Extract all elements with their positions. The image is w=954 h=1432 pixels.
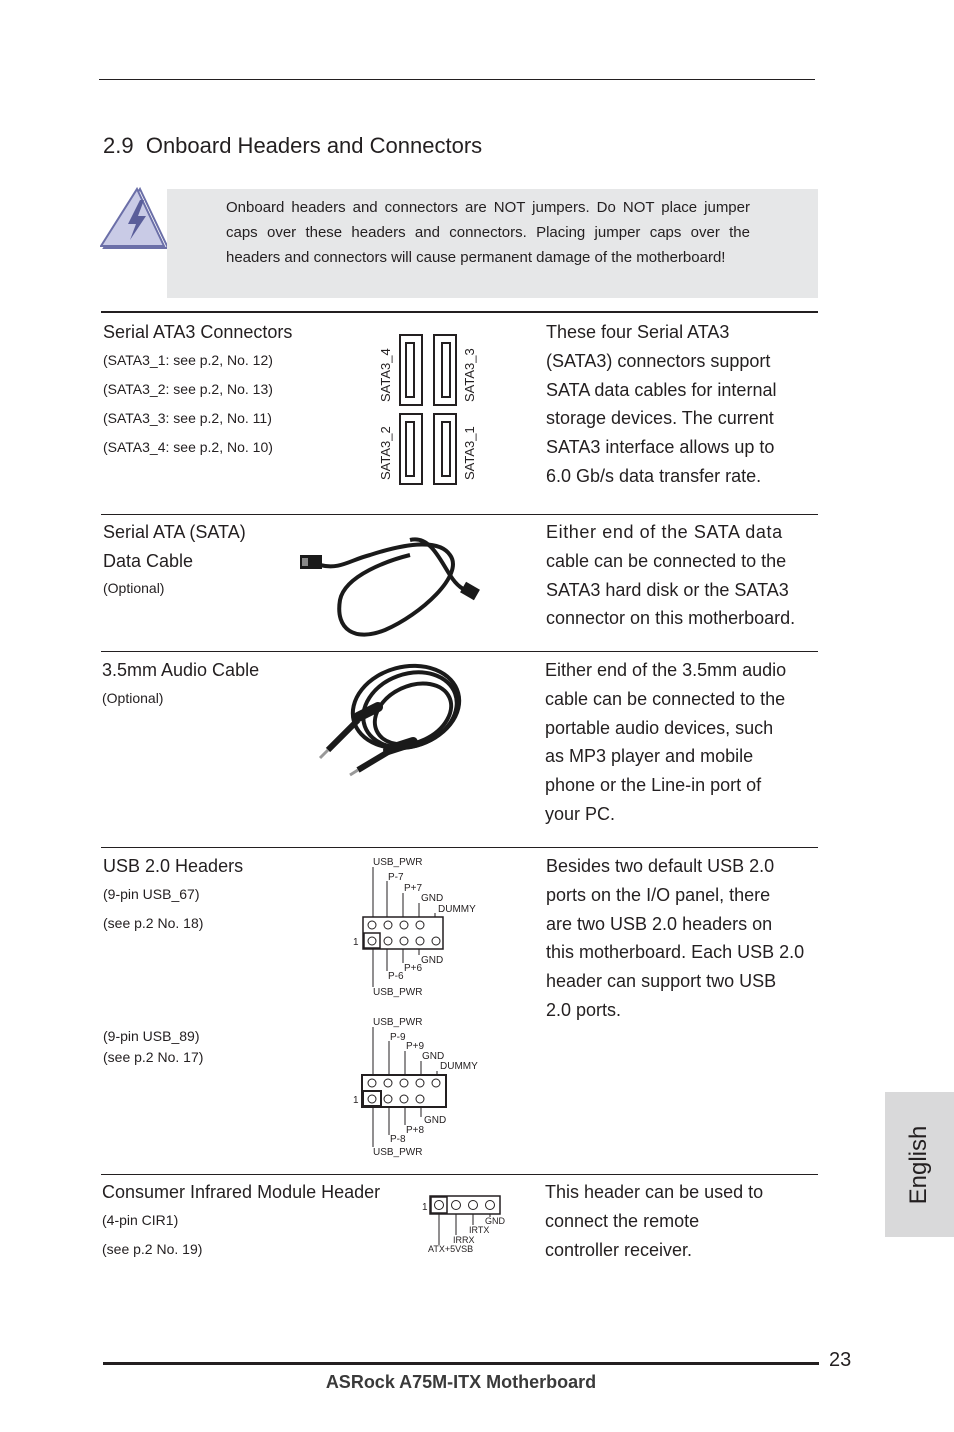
footer-product: ASRock A75M-ITX Motherboard bbox=[325, 1372, 597, 1392]
desc-line: connector on this motherboard. bbox=[546, 608, 796, 629]
pin-label: IRRX bbox=[453, 1235, 475, 1245]
pin-label: GND bbox=[485, 1216, 505, 1226]
pin-label: GND bbox=[421, 893, 444, 904]
pin-label: DUMMY bbox=[438, 904, 476, 915]
pin-one-label: 1 bbox=[422, 1202, 428, 1213]
desc-line: portable audio devices, such bbox=[545, 717, 774, 738]
sata-cable-image bbox=[290, 530, 490, 645]
sata3-1-label: SATA3_1 bbox=[462, 426, 477, 480]
warning-box bbox=[167, 189, 818, 298]
sata-cable-title-1: Serial ATA (SATA) bbox=[103, 522, 246, 542]
pin-label: DUMMY bbox=[440, 1061, 478, 1072]
audio-cable-title: 3.5mm Audio Cable bbox=[102, 660, 260, 680]
desc-line: controller receiver. bbox=[545, 1239, 693, 1260]
desc-line: cable can be connected to the bbox=[545, 688, 786, 709]
warning-icon bbox=[100, 186, 170, 250]
desc-line: as MP3 player and mobile bbox=[545, 746, 754, 767]
audio-cable-description bbox=[545, 656, 825, 829]
desc-line: header can support two USB bbox=[546, 971, 777, 992]
desc-line: 2.0 ports. bbox=[546, 999, 622, 1020]
sata3-connector-diagram bbox=[370, 330, 490, 490]
usb-89-header-diagram bbox=[350, 1013, 490, 1161]
desc-line: your PC. bbox=[545, 803, 616, 824]
section-heading bbox=[103, 133, 482, 159]
sata3-ref-3: (SATA3_3: see p.2, No. 11) bbox=[103, 410, 272, 426]
desc-line: phone or the Line-in port of bbox=[545, 775, 762, 796]
warning-text: Onboard headers and connectors are NOT jumpers. Do NOT place jumper caps over these headers and connectors. Placing jumper caps over the headers and connectors will cause permanent damage of the motherboard! bbox=[226, 199, 750, 266]
top-rule bbox=[99, 79, 815, 80]
footer-rule bbox=[103, 1362, 819, 1365]
pin-label: ATX+5VSB bbox=[428, 1244, 474, 1254]
cir-ref-1: (4-pin CIR1) bbox=[102, 1212, 179, 1228]
desc-line: This header can be used to bbox=[545, 1182, 764, 1202]
cir-ref-2: (see p.2 No. 19) bbox=[102, 1241, 203, 1257]
pin-label: USB_PWR bbox=[373, 1147, 423, 1158]
desc-line: These four Serial ATA3 bbox=[546, 322, 730, 342]
usb-ref-1b: (see p.2 No. 18) bbox=[103, 915, 204, 931]
sata3-2-label: SATA3_2 bbox=[378, 426, 393, 480]
sata3-3-label: SATA3_3 bbox=[462, 348, 477, 402]
desc-line: SATA3 hard disk or the SATA3 bbox=[546, 579, 789, 600]
sata3-ref-1: (SATA3_1: see p.2, No. 12) bbox=[103, 352, 273, 368]
usb-67-header-diagram bbox=[350, 853, 490, 1001]
usb-ref-2b: (see p.2 No. 17) bbox=[103, 1049, 204, 1065]
divider bbox=[101, 514, 818, 515]
pin-label: P+7 bbox=[404, 883, 423, 894]
pin-label: P+8 bbox=[406, 1125, 425, 1136]
pin-label: GND bbox=[422, 1051, 445, 1062]
sata3-description bbox=[546, 318, 826, 491]
section-title: Onboard Headers and Connectors bbox=[145, 133, 483, 158]
page-number: 23 bbox=[829, 1349, 852, 1371]
desc-line: Besides two default USB 2.0 bbox=[546, 856, 775, 876]
desc-line: 6.0 Gb/s data transfer rate. bbox=[546, 465, 762, 486]
pin-label: P+9 bbox=[406, 1041, 425, 1052]
desc-line: SATA data cables for internal bbox=[546, 379, 777, 400]
cir-header-diagram bbox=[418, 1193, 518, 1255]
desc-line: are two USB 2.0 headers on bbox=[546, 913, 773, 934]
divider bbox=[101, 311, 818, 313]
desc-line: Either end of the 3.5mm audio bbox=[545, 660, 787, 680]
sata-cable-description bbox=[546, 518, 826, 633]
divider bbox=[101, 1174, 818, 1175]
pin-label: USB_PWR bbox=[373, 987, 423, 998]
usb-title: USB 2.0 Headers bbox=[103, 856, 244, 876]
pin-label: P-8 bbox=[390, 1134, 406, 1145]
pin-one-label: 1 bbox=[353, 937, 359, 948]
sata3-4-label: SATA3_4 bbox=[378, 348, 393, 402]
desc-line: cable can be connected to the bbox=[546, 550, 787, 571]
pin-label: P+6 bbox=[404, 963, 423, 974]
pin-label: GND bbox=[424, 1115, 447, 1126]
sata3-title: Serial ATA3 Connectors bbox=[103, 322, 293, 342]
sata-cable-title-2: Data Cable bbox=[103, 551, 194, 571]
pin-label: USB_PWR bbox=[373, 1017, 423, 1028]
usb-description bbox=[546, 852, 836, 1025]
desc-line: storage devices. The current bbox=[546, 408, 774, 429]
language-tab-label: English bbox=[905, 1125, 932, 1205]
divider bbox=[101, 651, 818, 652]
cir-description bbox=[545, 1178, 825, 1264]
pin-label: USB_PWR bbox=[373, 857, 423, 868]
pin-label: P-6 bbox=[388, 971, 404, 982]
sata3-ref-2: (SATA3_2: see p.2, No. 13) bbox=[103, 381, 273, 397]
language-tab bbox=[885, 1092, 954, 1237]
usb-ref-1a: (9-pin USB_67) bbox=[103, 886, 200, 902]
pin-one-label: 1 bbox=[353, 1095, 359, 1106]
desc-line: SATA3 interface allows up to bbox=[546, 437, 775, 458]
pin-label: GND bbox=[421, 955, 444, 966]
cir-title: Consumer Infrared Module Header bbox=[102, 1182, 381, 1202]
section-number: 2.9 bbox=[103, 133, 134, 158]
pin-label: P-9 bbox=[390, 1032, 406, 1043]
desc-line: connect the remote bbox=[545, 1210, 700, 1231]
desc-line: this motherboard. Each USB 2.0 bbox=[546, 942, 805, 963]
usb-ref-2a: (9-pin USB_89) bbox=[103, 1028, 200, 1044]
pin-label: P-7 bbox=[388, 872, 404, 883]
audio-cable-note: (Optional) bbox=[102, 690, 164, 706]
sata-cable-note: (Optional) bbox=[103, 580, 165, 596]
sata3-ref-4: (SATA3_4: see p.2, No. 10) bbox=[103, 439, 273, 455]
desc-line: (SATA3) connectors support bbox=[546, 350, 771, 371]
pin-label: IRTX bbox=[469, 1225, 490, 1235]
desc-line: ports on the I/O panel, there bbox=[546, 884, 771, 905]
desc-line: Either end of the SATA data bbox=[546, 522, 783, 542]
audio-cable-image bbox=[318, 662, 468, 782]
divider bbox=[101, 847, 818, 848]
